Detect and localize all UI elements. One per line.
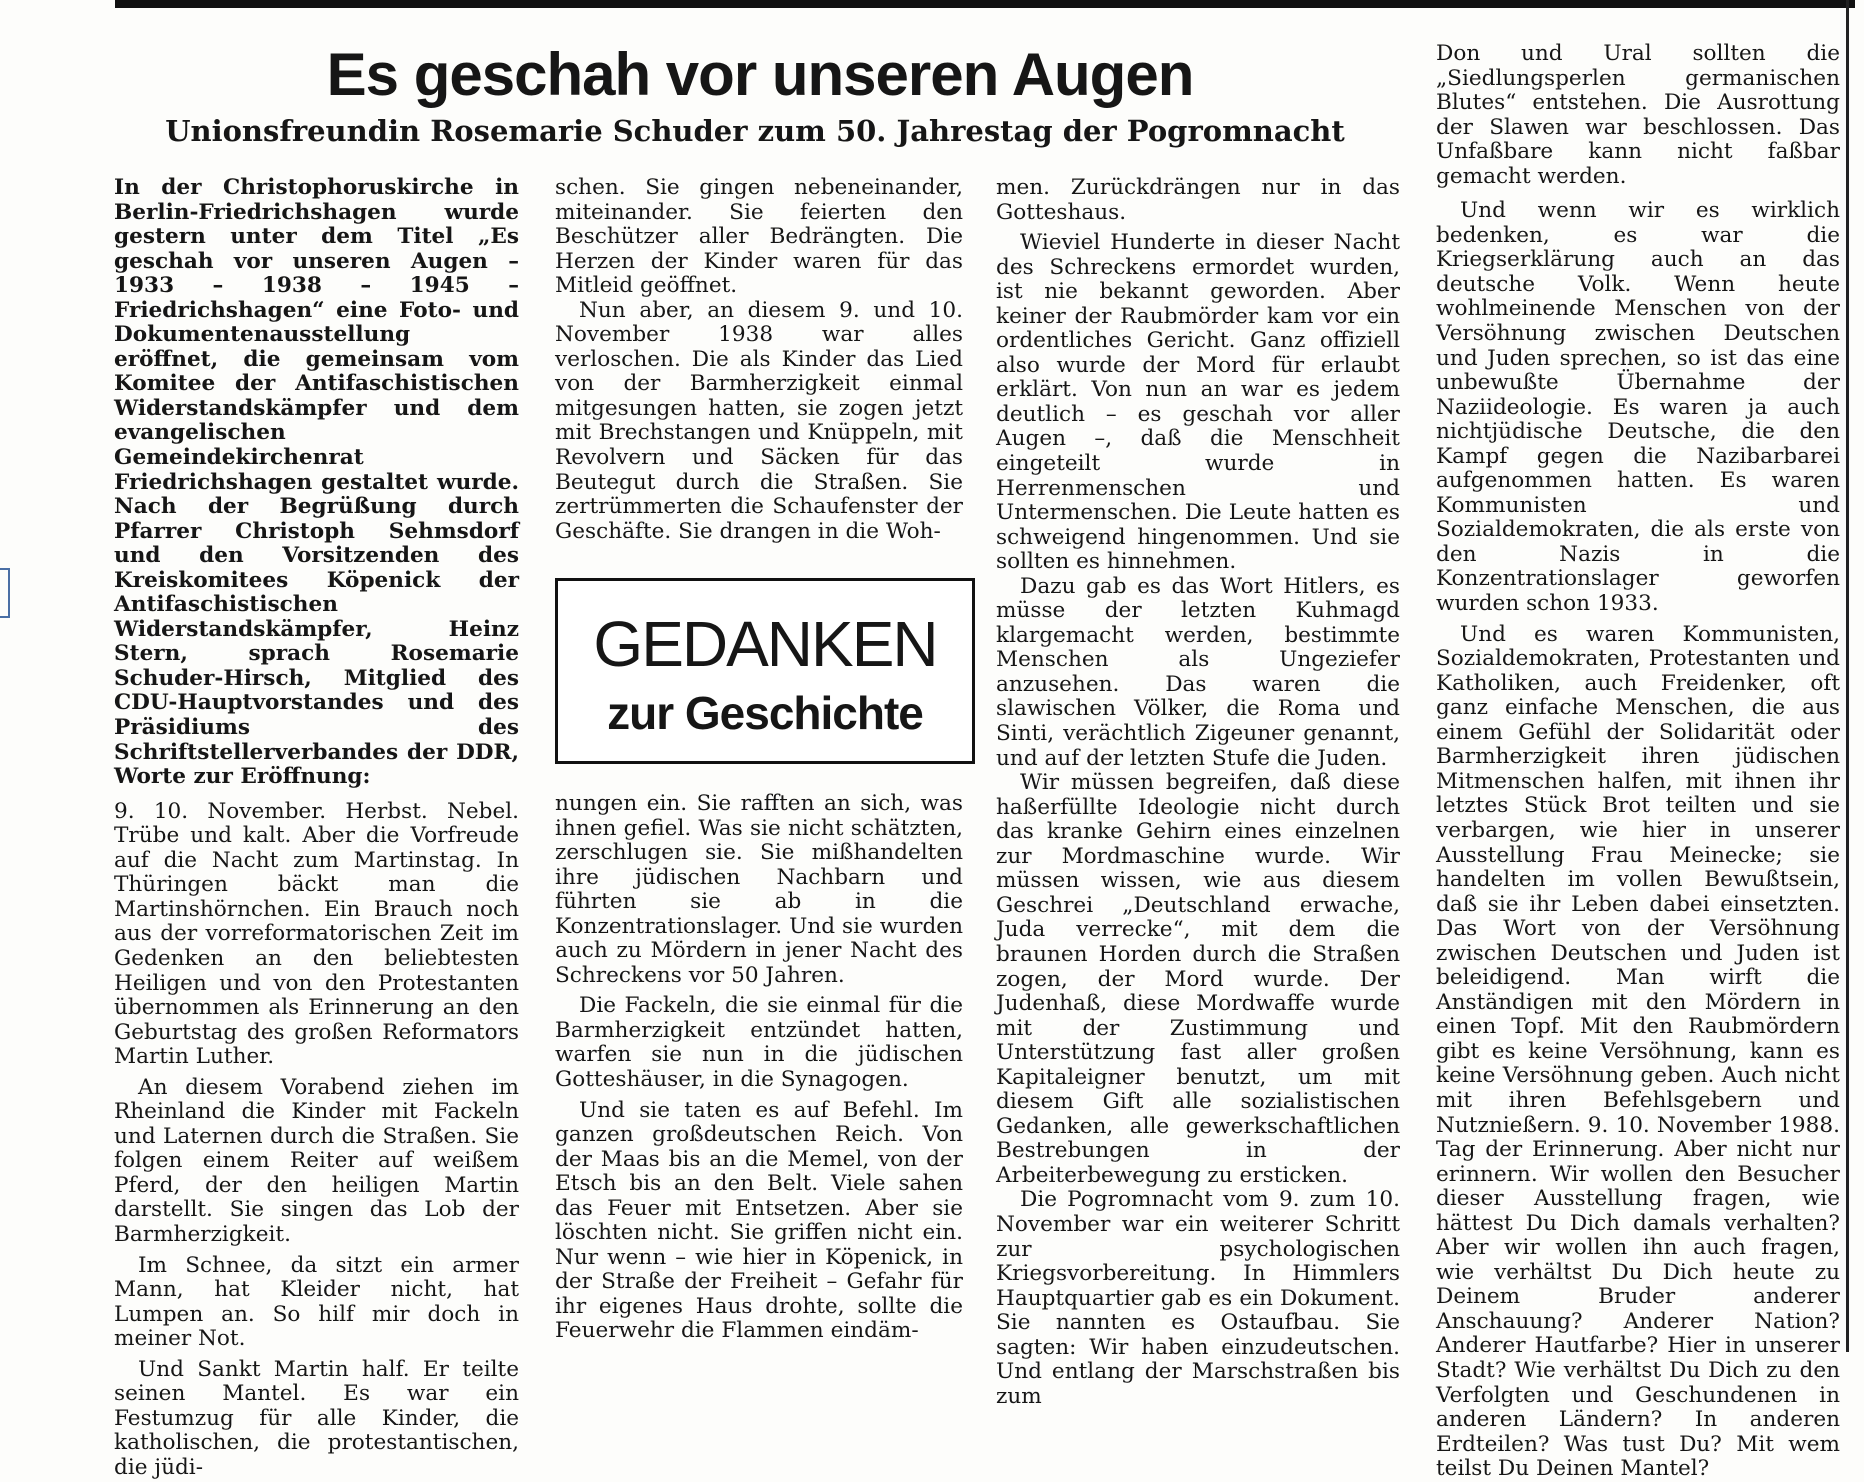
body-paragraph: Und sie taten es auf Befehl. Im ganzen großdeutschen Reich. Von der Maas bis an die Memel, von der Etsch bis an den Belt. Viele sahen das Feuer mit Entsetzen. Aber sie löschten nicht. Sie griffen nicht ein. Nur wenn – wie hier in Köpenick, in der Straße der Freiheit – Gefahr für ihr eigenes Haus drohte, sollte die Feuerwehr die Flammen eindäm- [555,1097,963,1344]
right-column-rule [1846,0,1849,1352]
rubric-subtitle: zur Geschichte [607,687,923,739]
body-paragraph: Wieviel Hunderte in dieser Nacht des Schreckens ermordet wurden, ist nie bekannt geworden. Aber keiner der Raubmörder kam vor ein ordentliches Gericht. Ganz offiziell also wurde der Mord für erlaubt erklärt. Von nun an war es jedem deutlich – es geschah vor aller Augen –, daß die Menschheit eingeteilt wurde in Herrenmenschen und Untermenschen. Die Leute hatten es schweigend hingenommen. Und sie sollten es hinnehmen. [996,230,1400,575]
body-paragraph: Und es waren Kommunisten, Sozialdemokraten, Protestanten und Katholiken, auch Freidenker, oft ganz einfache Menschen, die aus einem Gefühl der Solidarität oder Barmherzigkeit ihren jüdischen Mitmenschen halfen, mit ihnen ihr letztes Stück Brot teilten und sie verbargen, wie hier in unserer Ausstellung Frau Meinecke; sie handelten im vollen Bewußtsein, daß sie ihr Leben dabei einsetzten. Das Wort von der Versöhnung zwischen Deutschen und Juden ist beleidigend. Man wirft die Anständigen mit den Mördern in einen Topf. Mit den Raubmördern gibt es keine Versöhnung, kann es keine Versöhnung geben. Auch nicht mit ihren Befehlsgebern und Nutznießern. 9. 10. November 1988. Tag der Erinnerung. Aber nicht nur erinnern. Wir wollen den Besucher dieser Ausstellung fragen, wie hättest Du Dich damals verhalten? Aber wir wollen ihn auch fragen, wie verhältst Du Dich heute zu Deinem Bruder anderer Anschauung? Anderer Nation? Anderer Hautfarbe? Hier in unserer Stadt? Wie verhältst Du Dich zu den Verfolgten und Geschundenen in anderen Ländern? In anderen Erdteilen? Was tust Du? Mit wem teilst Du Deinen Mantel? [1436,621,1840,1482]
subheadline: Unionsfreundin Rosemarie Schuder zum 50. Jahrestag der Pogromnacht [165,114,1345,148]
body-paragraph: Und wenn wir es wirklich bedenken, es war die Kriegserklärung auch an das deutsche Volk. Wenn heute wohlmeinende Menschen von der Versöhnung zwischen Deutschen und Juden sprechen, so ist das eine unbewußte Übernahme der Naziideologie. Es waren ja auch nichtjüdische Deutsche, die den Kampf gegen die Nazibarbarei aufgenommen hatten. Es waren Kommunisten und Sozialdemokraten, die als erste von den Nazis in die Konzentrationslager geworfen wurden schon 1933. [1436,198,1840,617]
top-rule [115,0,1855,8]
scan-edge-marker [0,568,10,618]
body-paragraph: 9. 10. November. Herbst. Nebel. Trübe und kalt. Aber die Vorfreude auf die Nacht zum Martinstag. In Thüringen bäckt man die Martinshörnchen. Ein Brauch noch aus der vorreformatorischen Zeit im Gedenken an den beliebtesten Heiligen und von den Protestanten übernommen als Erinnerung an den Geburtstag des großen Reformators Martin Luther. [114,798,519,1070]
body-paragraph: Im Schnee, da sitzt ein armer Mann, hat Kleider nicht, hat Lumpen an. So hilf mir doch in meiner Not. [114,1252,519,1352]
body-paragraph: Wir müssen begreifen, daß diese haßerfüllte Ideologie nicht durch das kranke Gehirn eines einzelnen zur Mordmaschine wurde. Wir müssen wissen, wie aus diesem Geschrei „Deutschland erwache, Juda verrecke“, mit dem die braunen Horden durch die Straßen zogen, der Mord wurde. Der Judenhaß, diese Mordwaffe wurde mit der Zustimmung und Unterstützung fast aller großen Kapitaleigner benutzt, um mit diesem Gift alle sozialistischen Gedanken, alle gewerkschaftlichen Bestrebungen in der Arbeiterbewegung zu ersticken. [996,770,1400,1188]
headline: Es geschah vor unseren Augen [326,41,1194,108]
article-column-2-top [555,176,963,544]
article-column-4 [1436,42,1840,1482]
lead-paragraph: In der Christophoruskirche in Berlin-Friedrichshagen wurde gestern unter dem Titel „Es geschah vor unseren Augen – 1933 – 1938 – 1945 – Friedrichshagen“ eine Foto- und Dokumentenausstellung eröffnet, die gemeinsam vom Komitee der Antifaschistischen Widerstandskämpfer und dem evangelischen Gemeindekirchenrat Friedrichshagen gestaltet wurde. Nach der Begrüßung durch Pfarrer Christoph Sehmsdorf und den Vorsitzenden des Kreiskomitees Köpenick der Antifaschistischen Widerstandskämpfer, Heinz Stern, sprach Rosemarie Schuder-Hirsch, Mitglied des CDU-Hauptvorstandes und des Präsidiums des Schriftstellerverbandes der DDR, Worte zur Eröffnung: [114,175,519,790]
article-column-2-bottom [555,792,963,1344]
body-paragraph: Die Fackeln, die sie einmal für die Barmherzigkeit entzündet hatten, warfen sie nun in die jüdischen Gotteshäuser, in die Synagogen. [555,993,963,1093]
body-paragraph: Und Sankt Martin half. Er teilte seinen Mantel. Es war ein Festumzug für alle Kinder, die katholischen, die protestantischen, die jüdi- [114,1356,519,1480]
article-column-3 [996,176,1400,1409]
body-paragraph: Nun aber, an diesem 9. und 10. November 1938 war alles verloschen. Die als Kinder das Lied von der Barmherzigkeit einmal mitgesungen hatten, sie zogen jetzt mit Brechstangen und Knüppeln, mit Revolvern und Säcken für das Beutegut durch die Straßen. Sie zertrümmerten die Schaufenster der Geschäfte. Sie drangen in die Woh- [555,297,963,544]
body-paragraph: Don und Ural sollten die „Siedlungsperlen germanischen Blutes“ entstehen. Die Ausrottung der Slawen war beschlossen. Das Unfaßbare kann nicht faßbar gemacht werden. [1436,41,1840,189]
body-paragraph: An diesem Vorabend ziehen im Rheinland die Kinder mit Fackeln und Laternen durch die Straßen. Sie folgen einem Reiter auf weißem Pferd, der den heiligen Martin darstellt. Sie singen das Lob der Barmherzigkeit. [114,1074,519,1247]
body-paragraph: nungen ein. Sie rafften an sich, was ihnen gefiel. Was sie nicht schätzten, zerschlugen sie. Sie mißhandelten ihre jüdischen Nachbarn und führten sie ab in die Konzentrationslager. Und sie wurden auch zu Mördern in jener Nacht des Schreckens vor 50 Jahren. [555,791,963,988]
body-paragraph: men. Zurückdrängen nur in das Gotteshaus. [996,175,1400,225]
body-paragraph: schen. Sie gingen nebeneinander, miteinander. Sie feierten den Beschützer aller Bedrängten. Die Herzen der Kinder waren für das Mitleid geöffnet. [555,175,963,299]
article-column-1 [114,176,519,1480]
rubric-title: GEDANKEN [593,608,937,680]
body-paragraph: Die Pogromnacht vom 9. zum 10. November war ein weiterer Schritt zur psychologischen Kriegsvorbereitung. In Himmlers Hauptquartier gab es ein Dokument. Sie nannten es Ostaufbau. Sie sagten: Wir haben einzudeutschen. Und entlang der Marschstraßen bis zum [996,1187,1400,1409]
rubric-box [555,578,975,764]
body-paragraph: Dazu gab es das Wort Hitlers, es müsse der letzten Kuhmagd klargemacht werden, bestimmte Menschen als Ungeziefer anzusehen. Das waren die slawischen Völker, die Roma und Sinti, verächtlich Zigeuner genannt, und auf der letzten Stufe die Juden. [996,573,1400,771]
